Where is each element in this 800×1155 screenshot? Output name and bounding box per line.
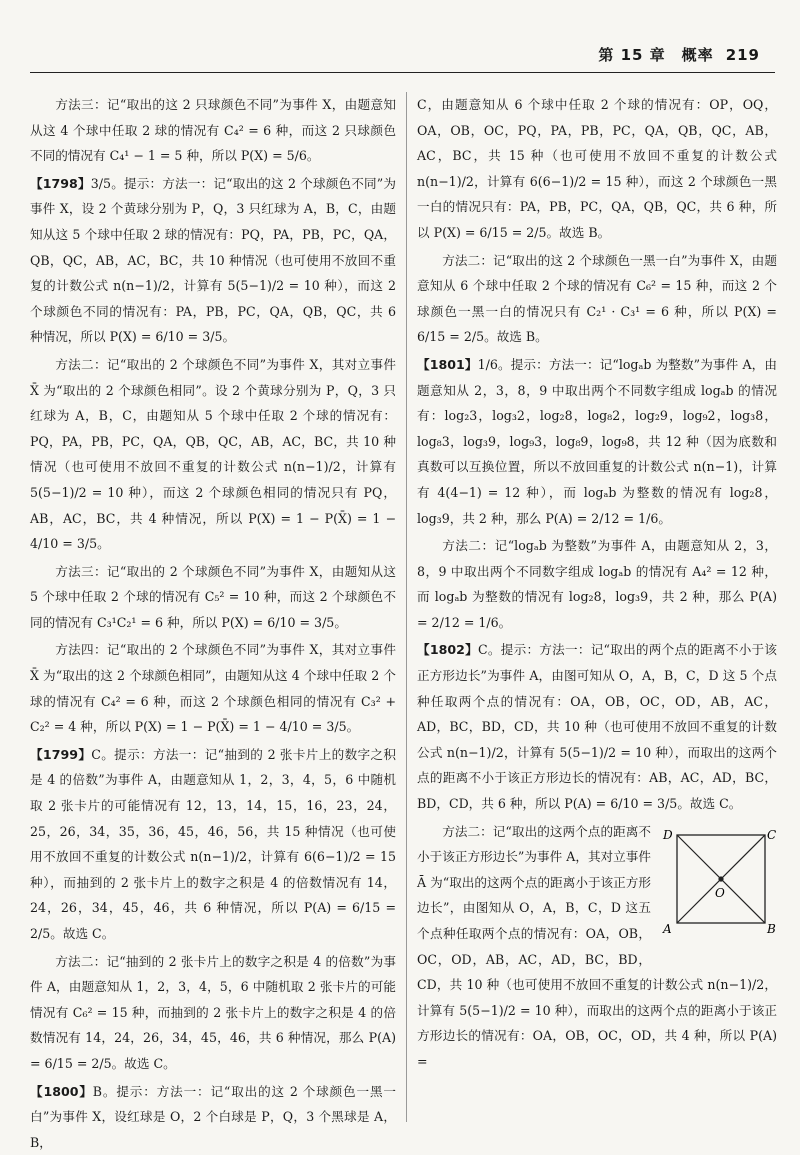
entry-1801 [417, 352, 777, 531]
column-divider [406, 92, 407, 1122]
entry-number: 【1799】 [30, 746, 92, 762]
entry-text: 方法二：记“取出的这两个点的距离不小于该正方形边长”为事件 A，其对立事件 Ā 为“取出的这两个点的距离小于该正方形边长”，由图知从 O，A，B，C，D 这五个点种任取两个点的情况有：OA，OB，OC，OD，AB，AC，AD，BC，BD，CD，共 10 种（也可使用不放回不重复的计数公式 n(n−1)/2，计算有 5(5−1)/2 = 10 种），而取出的这两个点的距离小于该正方形边长的情况有：OA，OB，OC，OD，共 4 种，所以 P(A) = [417, 823, 777, 1069]
entry-number: 【1798】 [30, 175, 91, 191]
label-d: D [663, 827, 673, 842]
paragraph: 方法二：记“取出的 2 个球颜色不同”为事件 X，其对立事件 X̄ 为“取出的 2 个球颜色相同”。设 2 个黄球分别为 P，Q，3 只红球为 A，B，C，由题知从 5 个球中任取 2 个球的情况有：PQ，PA，PB，PC，QA，QB，QC，AB，AC，BC，共 10 种情况（也可使用不放回不重复的计数公式 n(n−1)/2，计算有 5(5−1)/2 = 10 种），而这 2 个球颜色相同的情况只有 PQ，AB，AC，BC，共 4 种情况，所以 P(X) = 1 − P(X̄) = 1 − 4/10 = 3/5。 [30, 356, 396, 552]
header-rule [30, 72, 775, 73]
paragraph: 方法二：记“抽到的 2 张卡片上的数字之积是 4 的倍数”为事件 A，由题意知从 1，2，3，4，5，6 中随机取 2 张卡片的可能情况有 C₆² = 15 种，而抽到的 2 张卡片上的数字之积是 4 的倍数情况有 14，24，26，34，45，46，共 6 种情况，那么 P(A) = 6/15 = 2/5。故选 C。 [30, 953, 396, 1071]
paragraph: 方法二：记“logₐb 为整数”为事件 A，由题意知从 2，3，8，9 中取出两个不同数字组成 logₐb 的情况有 A₄² = 12 种，而 logₐb 为整数的情况有 log₂8，log₃9，共 2 种，那么 P(A) = 2/12 = 1/6。 [417, 538, 777, 630]
chapter-title: 第 15 章 概率 [598, 46, 714, 64]
paragraph [417, 819, 777, 1075]
entry-1802 [417, 637, 777, 816]
right-column [417, 92, 777, 1122]
entry-1800 [30, 1079, 396, 1155]
center-point [718, 876, 723, 881]
label-c: C [767, 827, 777, 842]
entry-number: 【1802】 [417, 642, 479, 658]
paragraph: 方法二：记“取出的这 2 个球颜色一黑一白”为事件 X，由题意知从 6 个球中任取 2 个球的情况有 C₆² = 15 种，而这 2 个球颜色一黑一白的情况只有 C₂¹ · C₃¹ = 6 种，所以 P(X) = 6/15 = 2/5。故选 B。 [417, 252, 777, 345]
entry-number: 【1801】 [417, 356, 478, 372]
entry-text: C。提示：方法一：记“抽到的 2 张卡片上的数字之积是 4 的倍数”为事件 A，由题意知从 1，2，3，4，5，6 中随机取 2 张卡片的可能情况有 12，13，14，15，16，23，24，25，26，34，35，36，45，46，56，共 15 种情况（也可使用不放回不重复的计数公式 n(n−1)/2，计算有 6(6−1)/2 = 15 种），而抽到的 2 张卡片上的数字之积是 4 的倍数情况有 14，24，26，34，45，46，共 6 种情况，所以 P(A) = 6/15 = 2/5。故选 C。 [30, 746, 396, 941]
left-column [30, 92, 396, 1150]
entry-text: 3/5。提示：方法一：记“取出的这 2 个球颜色不同”为事件 X，设 2 个黄球分别为 P，Q，3 只红球为 A，B，C，由题知从这 5 个球中任取 2 球的情况有：PQ，PA，PB，PC，QA，QB，QC，AB，AC，BC，共 10 种情况（也可使用不放回不重复的计数公式 n(n−1)/2，计算有 5(5−1)/2 = 10 种），而这 2 个球颜色不同的情况有：PA，PB，PC，QA，QB，QC，共 6 种情况，所以 P(X) = 6/10 = 3/5。 [30, 175, 396, 345]
page-header [598, 44, 760, 65]
square-figure [659, 825, 777, 943]
paragraph: C，由题意知从 6 个球中任取 2 个球的情况有：OP，OQ，OA，OB，OC，PQ，PA，PB，PC，QA，QB，QC，AB，AC，BC，共 15 种（也可使用不放回不重复的计数公式 n(n−1)/2，计算有 6(6−1)/2 = 15 种），而这 2 个球颜色一黑一白的情况只有：PA，PB，PC，QA，QB，QC，共 6 种，所以 P(X) = 6/15 = 2/5。故选 B。 [417, 97, 777, 240]
entry-1798 [30, 171, 396, 350]
paragraph: 方法三：记“取出的这 2 只球颜色不同”为事件 X，由题意知从这 4 个球中任取 2 球的情况有 C₄² = 6 种，而这 2 只球颜色不同的情况有 C₄¹ − 1 = 5 种，所以 P(X) = 5/6。 [30, 97, 396, 164]
page-number: 219 [725, 46, 760, 64]
entry-number: 【1800】 [30, 1083, 93, 1099]
square-diagram [659, 825, 777, 943]
label-o: O [715, 885, 725, 900]
entry-1799 [30, 742, 396, 947]
paragraph: 方法三：记“取出的 2 个球颜色不同”为事件 X，由题知从这 5 个球中任取 2 个球的情况有 C₅² = 10 种，而这 2 个球颜色不同的情况有 C₃¹C₂¹ = 6 种，所以 P(X) = 6/10 = 3/5。 [30, 563, 396, 630]
label-a: A [663, 921, 672, 936]
paragraph: 方法四：记“取出的 2 个球颜色不同”为事件 X，其对立事件 X̄ 为“取出的这 2 个球颜色相同”，由题知从这 4 个球中任取 2 个球的情况有 C₄² = 6 种，而这 2 个球颜色相同的情况有 C₃² + C₂² = 4 种，所以 P(X) = 1 − P(X̄) = 1 − 4/10 = 3/5。 [30, 642, 396, 735]
entry-text: 1/6。提示：方法一：记“logₐb 为整数”为事件 A，由题意知从 2，3，8，9 中取出两个不同数字组成 logₐb 的情况有：log₂3，log₃2，log₂8，log₈2，log₂9，log₉2，log₃8，log₈3，log₃9，log₉3，log₈9，log₉8，共 12 种（因为底数和真数可以互换位置，所以不放回重复的计数公式 n(n−1)，计算有 4(4−1) = 12 种），而 logₐb 为整数的情况有 log₂8，log₃9，共 2 种，那么 P(A) = 2/12 = 1/6。 [417, 356, 777, 526]
label-b: B [767, 921, 776, 936]
entry-text: B。提示：方法一：记“取出的这 2 个球颜色一黑一白”为事件 X，设红球是 O，2 个白球是 P，Q，3 个黑球是 A，B， [30, 1083, 396, 1150]
entry-text: C。提示：方法一：记“取出的两个点的距离不小于该正方形边长”为事件 A，由图可知从 O，A，B，C，D 这 5 个点种任取两个点的情况有：OA，OB，OC，OD，AB，AC，AD，BC，BD，CD，共 10 种（也可使用不放回不重复的计数公式 n(n−1)/2，计算有 5(5−1)/2 = 10 种），而取出的这两个点的距离不小于该正方形边长的情况有：AB，AC，AD，BC，BD，CD，共 6 种，所以 P(A) = 6/10 = 3/5。故选 C。 [417, 642, 777, 812]
